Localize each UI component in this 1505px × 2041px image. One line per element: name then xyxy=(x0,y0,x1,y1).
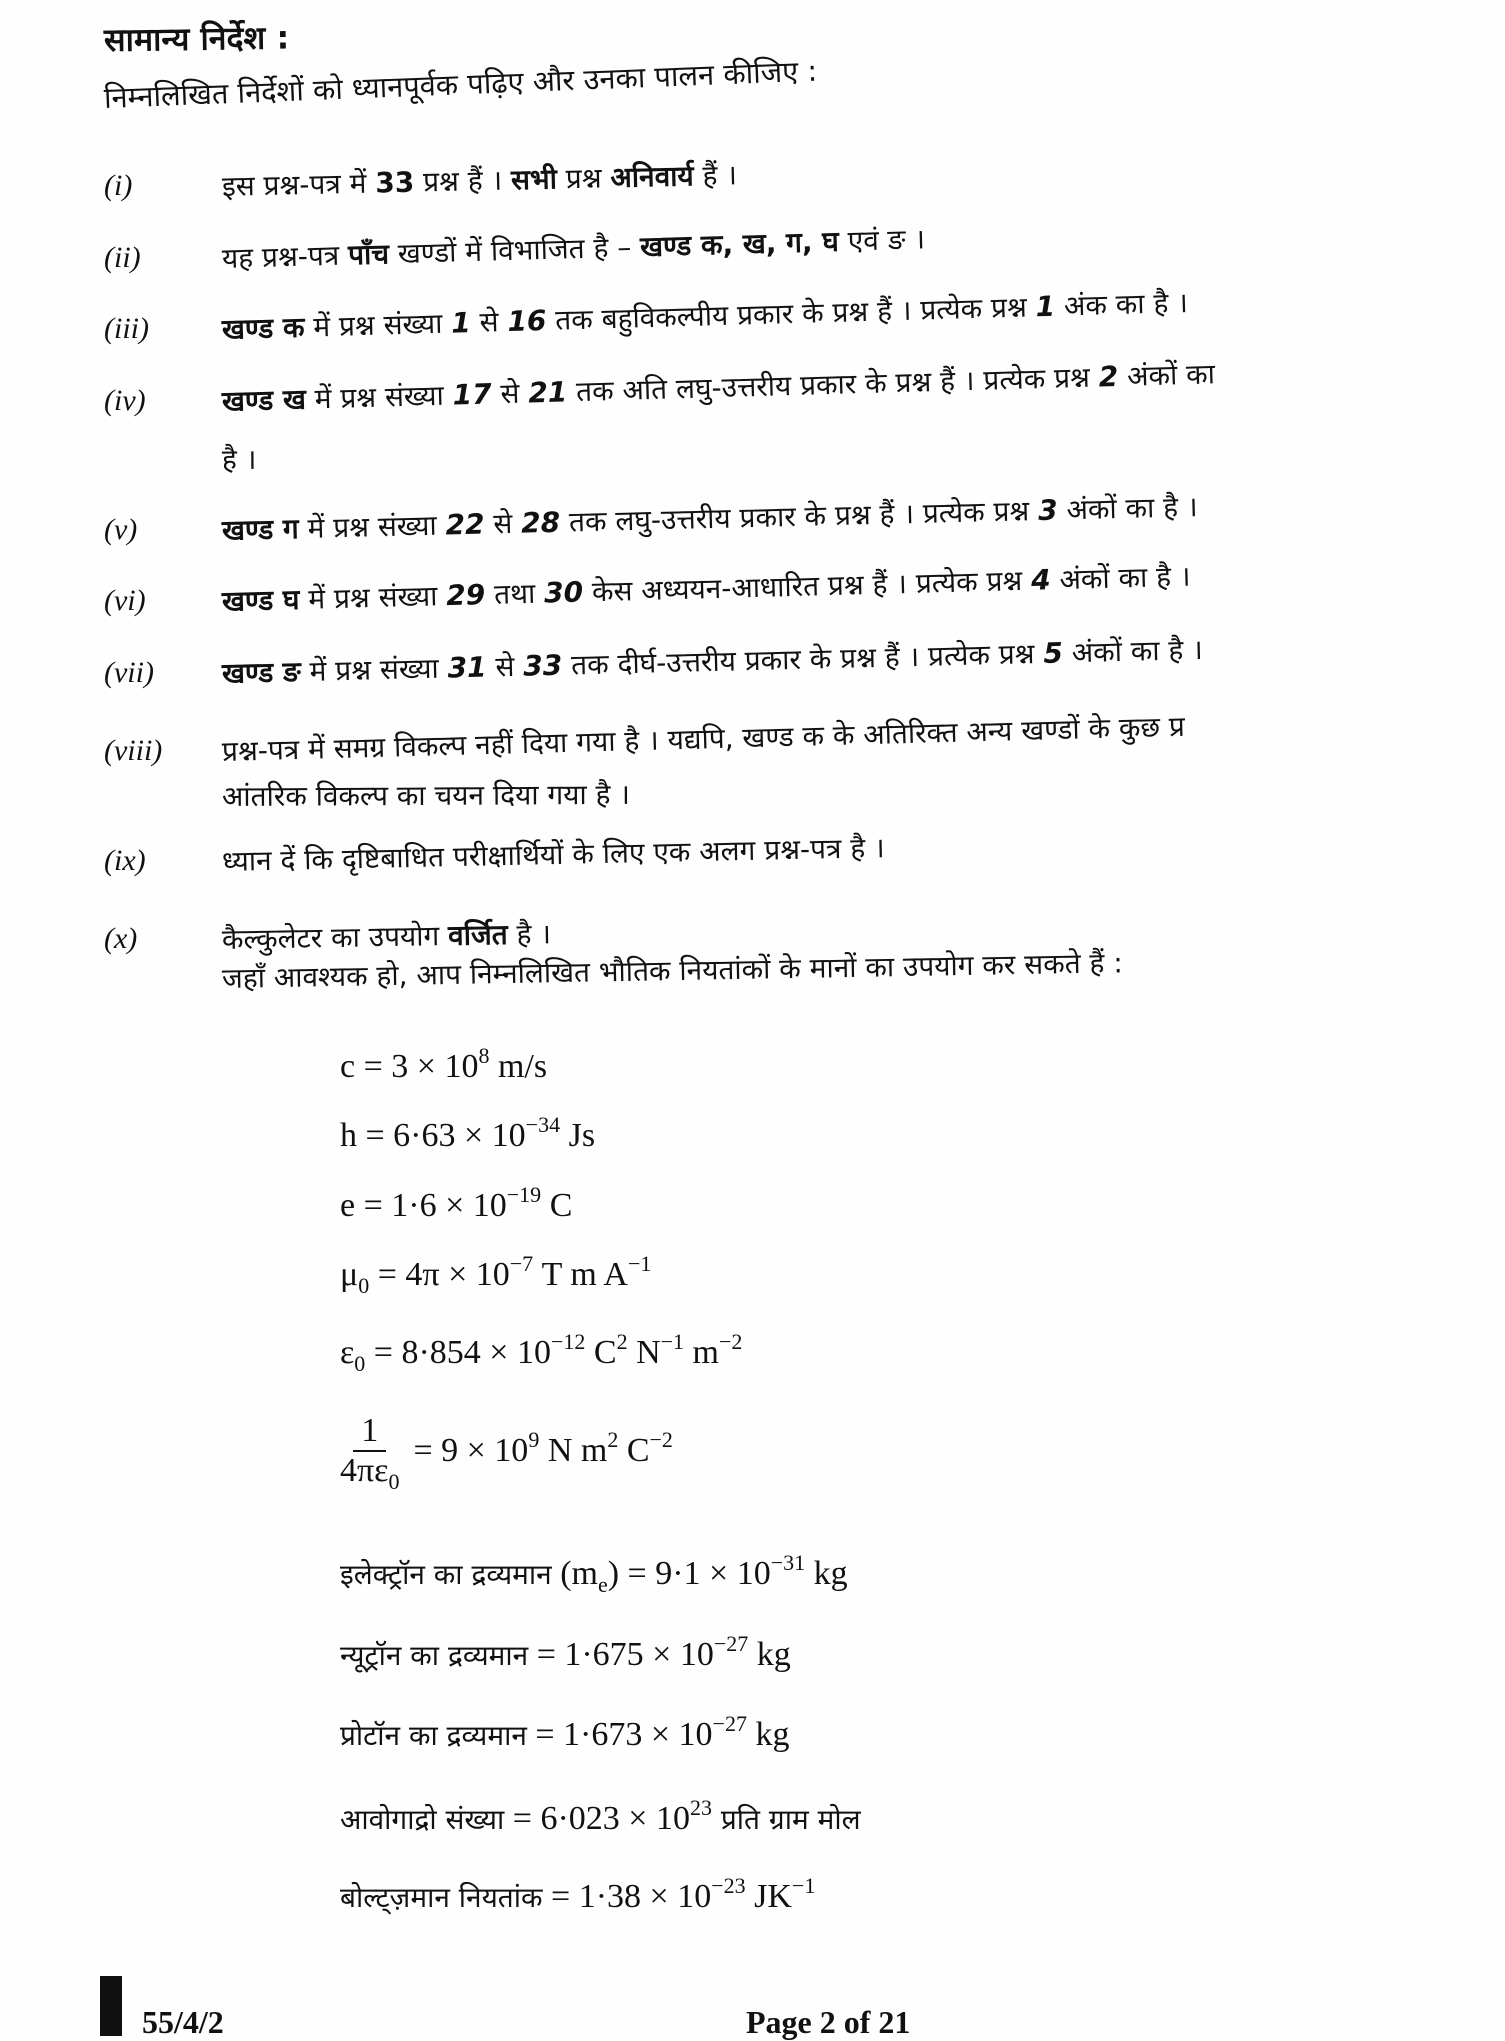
text-segment: 1 xyxy=(1035,289,1056,324)
text-segment: ε xyxy=(340,1334,355,1371)
item-label: (vi) xyxy=(104,584,146,617)
text-segment: में प्रश्न संख्या xyxy=(303,306,452,344)
text-segment: −31 xyxy=(770,1550,806,1575)
fraction-value xyxy=(413,1427,673,1470)
instruction-line xyxy=(222,775,630,815)
constant-row xyxy=(340,1329,743,1376)
text-segment: खण्ड ग xyxy=(221,512,300,547)
instruction-line xyxy=(221,354,1215,420)
text-segment: kg xyxy=(746,1716,790,1753)
instruction-line xyxy=(222,914,552,958)
item-label: (iv) xyxy=(104,384,146,417)
text-segment: m xyxy=(684,1334,719,1371)
text-segment: में प्रश्न संख्या xyxy=(305,378,454,416)
text-segment: वर्जित xyxy=(447,918,508,953)
exp-3: −2 xyxy=(649,1427,673,1452)
constant-row xyxy=(340,1550,848,1597)
text-segment: 1 xyxy=(450,306,472,340)
text-segment: C xyxy=(585,1334,617,1371)
text-segment: = 6·023 × 10 xyxy=(504,1800,690,1837)
text-segment: = 1·675 × 10 xyxy=(528,1636,714,1673)
exp-1: 9 xyxy=(528,1427,540,1452)
constant-row xyxy=(340,1711,790,1754)
constant-row xyxy=(340,1251,652,1298)
text-segment: से xyxy=(484,506,522,541)
text-segment: 23 xyxy=(689,1795,712,1820)
text-segment: = 8·854 × 10 xyxy=(365,1334,551,1371)
item-label: (ix) xyxy=(104,844,146,877)
constant-row xyxy=(340,1795,861,1838)
text-segment: प्रश्न xyxy=(556,161,611,196)
text-segment: आंतरिक विकल्प का चयन दिया गया है । xyxy=(221,777,631,813)
text-segment: अंक का है । xyxy=(1054,286,1189,323)
text-segment: तक दीर्घ-उत्तरीय प्रकार के प्रश्न हैं । प्रत्येक प्रश्न xyxy=(561,636,1044,682)
paper-code: 55/4/2 xyxy=(142,2004,224,2040)
text-segment: = 4π × 10 xyxy=(369,1256,510,1293)
text-segment: एवं ङ । xyxy=(838,222,926,258)
constant-row xyxy=(340,1043,548,1086)
exp-2: 2 xyxy=(607,1427,619,1452)
text-segment: अंकों का है । xyxy=(1050,559,1191,597)
text-segment: प्रश्न-पत्र में समग्र विकल्प नहीं दिया गया है । यद्यपि, खण्ड क के अतिरिक्त अन्य खण्डों के कुछ प्र xyxy=(221,709,1186,768)
text-segment: T m A xyxy=(533,1256,628,1293)
text-segment: अनिवार्य xyxy=(610,159,695,195)
text-segment: −1 xyxy=(660,1329,685,1354)
item-label: (x) xyxy=(104,922,138,955)
text-segment: −1 xyxy=(791,1873,816,1898)
text-segment: सभी xyxy=(510,162,558,197)
text-segment: −27 xyxy=(712,1711,747,1736)
text-segment: से xyxy=(486,649,524,684)
text-segment: आवोगाद्रो संख्या xyxy=(340,1803,505,1836)
text-segment: खण्ड ख xyxy=(221,382,307,418)
value-c: C xyxy=(618,1432,650,1469)
text-segment: बोल्ट्ज़मान नियतांक xyxy=(340,1881,543,1914)
text-segment: खण्ड ङ xyxy=(221,655,302,690)
text-segment: N xyxy=(627,1334,661,1371)
constant-row xyxy=(340,1112,596,1155)
text-segment: 2 xyxy=(616,1329,628,1354)
constant-row xyxy=(340,1873,816,1916)
text-segment: जहाँ आवश्यक हो, आप निम्नलिखित भौतिक नियतांकों के मानों का उपयोग कर सकते हैं : xyxy=(221,946,1124,995)
text-segment: अंकों का है । xyxy=(1057,490,1198,527)
denominator-sub: 0 xyxy=(388,1469,400,1494)
text-segment: प्रोटॉन का द्रव्यमान xyxy=(340,1719,527,1752)
text-segment: केस अध्ययन-आधारित प्रश्न हैं । प्रत्येक प्रश्न xyxy=(582,563,1032,609)
text-segment: कैल्कुलेटर का उपयोग xyxy=(221,919,449,956)
instruction-line xyxy=(221,283,1188,348)
text-segment: ) = 9·1 × 10 xyxy=(607,1555,771,1592)
instruction-line xyxy=(222,828,885,880)
text-segment: = 1·673 × 10 xyxy=(526,1716,713,1753)
text-segment: e = 1·6 × 10 xyxy=(340,1187,507,1224)
text-segment: प्रश्न हैं । xyxy=(413,163,512,199)
value-b: N m xyxy=(539,1432,608,1469)
fraction xyxy=(340,1412,400,1494)
value-a: = 9 × 10 xyxy=(413,1432,529,1469)
denominator-text: 4πε xyxy=(340,1452,389,1489)
text-segment: 2 xyxy=(1098,359,1119,394)
text-segment: Js xyxy=(560,1117,596,1154)
text-segment: 30 xyxy=(543,575,584,610)
item-label: (iii) xyxy=(104,312,149,345)
text-segment: तथा xyxy=(484,576,545,612)
text-segment: −1 xyxy=(627,1251,652,1276)
text-segment: खण्ड क, ख, ग, घ xyxy=(639,224,840,264)
text-segment: 0 xyxy=(358,1273,370,1298)
text-segment: खण्ड क xyxy=(221,310,305,346)
text-segment: में प्रश्न संख्या xyxy=(298,508,446,546)
fraction-denominator xyxy=(340,1452,400,1494)
text-segment: C xyxy=(541,1187,573,1224)
text-segment: −23 xyxy=(711,1873,746,1898)
text-segment: 29 xyxy=(445,578,486,613)
text-segment: −2 xyxy=(719,1329,743,1354)
constant-row xyxy=(340,1182,573,1225)
section-heading: सामान्य निर्देश : xyxy=(103,18,290,59)
item-label: (i) xyxy=(104,169,133,202)
text-segment: पाँच xyxy=(347,237,390,272)
text-segment: 31 xyxy=(447,650,487,685)
instruction-line xyxy=(222,155,738,205)
text-segment: तक अति लघु-उत्तरीय प्रकार के प्रश्न हैं । प्रत्येक प्रश्न xyxy=(566,360,1100,409)
text-segment: 33 xyxy=(374,165,415,200)
text-segment: 5 xyxy=(1042,636,1064,670)
text-segment: तक लघु-उत्तरीय प्रकार के प्रश्न हैं । प्रत्येक प्रश्न xyxy=(559,494,1039,539)
text-segment: है । xyxy=(507,917,552,952)
text-segment: है । xyxy=(221,442,257,476)
text-segment: से xyxy=(491,376,529,411)
text-segment: kg xyxy=(748,1636,791,1673)
intro-text: निम्नलिखित निर्देशों को ध्यानपूर्वक पढ़िए और उनका पालन कीजिए : xyxy=(103,53,818,115)
text-segment: खण्ड घ xyxy=(221,582,300,618)
text-segment: इलेक्ट्रॉन का द्रव्यमान xyxy=(340,1558,552,1591)
text-segment: e xyxy=(597,1572,608,1597)
text-segment: से xyxy=(470,305,508,340)
text-segment: खण्डों में विभाजित है – xyxy=(388,230,641,271)
fraction-numerator: 1 xyxy=(353,1412,386,1452)
text-segment: 33 xyxy=(522,648,563,683)
text-segment: 0 xyxy=(354,1351,366,1376)
text-segment: −19 xyxy=(506,1182,542,1207)
text-segment: 3 xyxy=(1037,493,1059,528)
text-segment: न्यूट्रॉन का द्रव्यमान xyxy=(340,1639,529,1672)
text-segment: 28 xyxy=(520,505,561,540)
text-segment: 4 xyxy=(1030,563,1052,597)
instruction-line xyxy=(222,707,1186,770)
text-segment: 8 xyxy=(478,1043,490,1068)
text-segment: यह प्रश्न-पत्र xyxy=(221,238,349,275)
text-segment: m/s xyxy=(489,1048,548,1085)
text-segment: ध्यान दें कि दृष्टिबाधित परीक्षार्थियों के लिए एक अलग प्रश्न-पत्र है । xyxy=(221,831,886,878)
text-segment: अंकों का xyxy=(1117,357,1216,393)
text-segment: kg xyxy=(805,1555,848,1592)
text-segment: अंकों का है । xyxy=(1062,633,1204,670)
text-segment: 22 xyxy=(445,507,485,542)
text-segment: −27 xyxy=(713,1631,749,1656)
item-label: (ii) xyxy=(104,241,141,274)
text-segment: इस प्रश्न-पत्र में xyxy=(221,166,376,203)
coulomb-constant xyxy=(340,1412,673,1494)
instruction-line xyxy=(222,630,1204,692)
text-segment: 21 xyxy=(527,375,568,410)
text-segment: μ xyxy=(340,1256,359,1293)
text-segment: तक बहुविकल्पीय प्रकार के प्रश्न हैं । प्रत्येक प्रश्न xyxy=(545,290,1037,337)
text-segment: = 1·38 × 10 xyxy=(542,1878,712,1915)
item-label: (viii) xyxy=(104,734,163,767)
item-label: (vii) xyxy=(104,656,154,689)
text-segment: −34 xyxy=(525,1112,561,1137)
text-segment: हैं । xyxy=(693,158,738,193)
instruction-line xyxy=(222,440,257,478)
text-segment: प्रति ग्राम मोल xyxy=(711,1803,861,1836)
text-segment: −7 xyxy=(509,1251,534,1276)
text-segment: JK xyxy=(745,1878,792,1915)
item-label: (v) xyxy=(104,513,138,546)
instruction-line xyxy=(222,557,1192,620)
text-segment: h = 6·63 × 10 xyxy=(340,1117,526,1154)
instruction-line xyxy=(221,219,925,277)
footer-marker-bar xyxy=(100,1976,122,2036)
page-number: Page 2 of 21 xyxy=(746,2004,911,2040)
text-segment: 16 xyxy=(506,303,547,339)
instruction-line xyxy=(222,487,1198,549)
text-segment: c = 3 × 10 xyxy=(340,1048,479,1085)
text-segment: −12 xyxy=(550,1329,586,1354)
constant-row xyxy=(340,1631,791,1674)
text-segment: में प्रश्न संख्या xyxy=(299,579,447,616)
text-segment: (m xyxy=(551,1555,598,1592)
text-segment: 17 xyxy=(452,377,493,412)
text-segment: में प्रश्न संख्या xyxy=(300,651,449,689)
